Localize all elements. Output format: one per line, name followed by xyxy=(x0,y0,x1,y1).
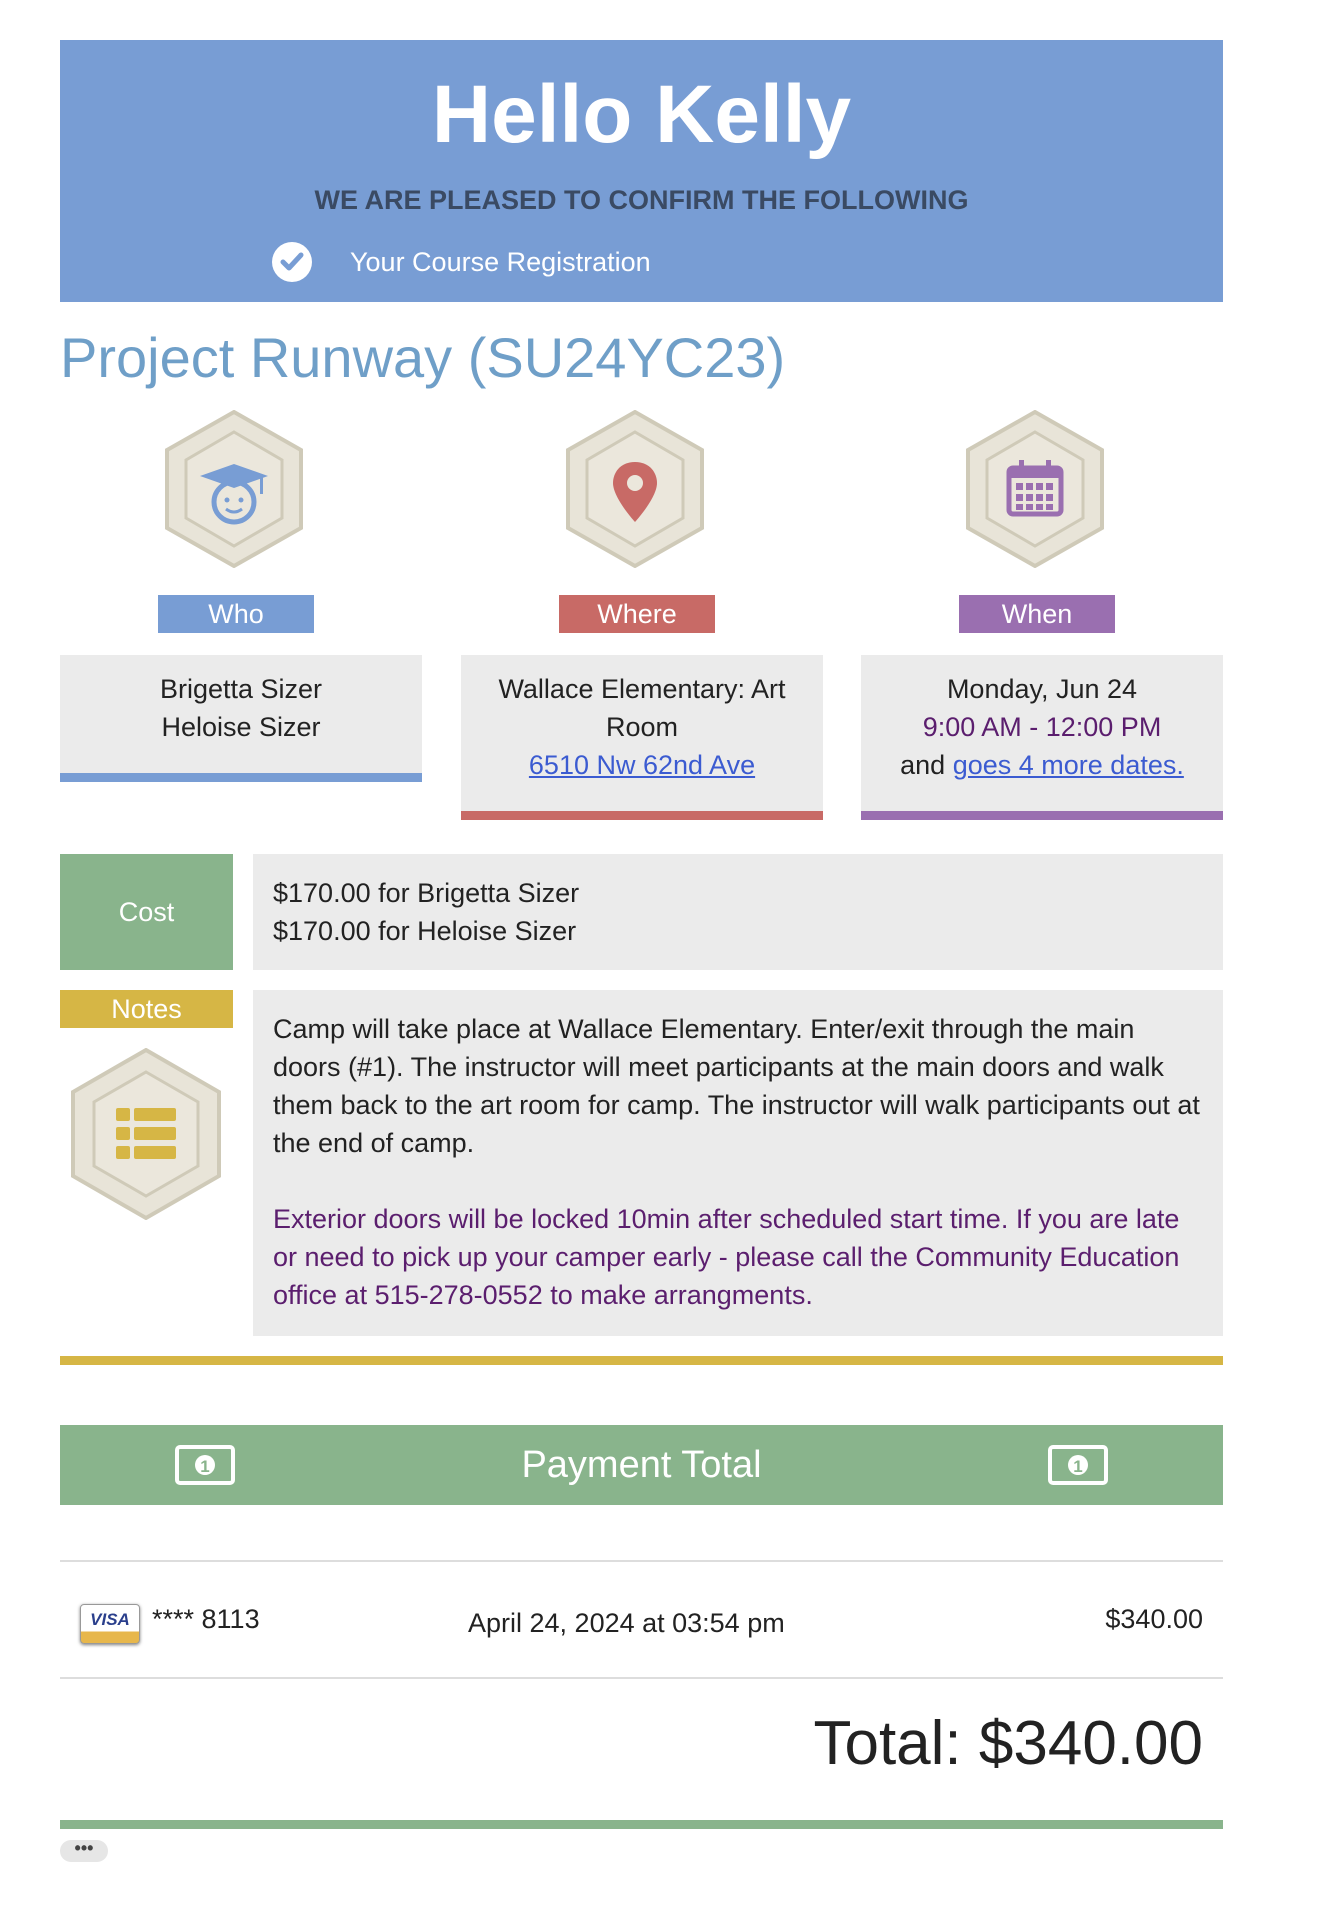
cost-label: Cost xyxy=(60,854,233,970)
where-label: Where xyxy=(559,595,715,633)
when-underline xyxy=(861,811,1223,820)
card-number: **** 8113 xyxy=(152,1604,260,1634)
where-underline xyxy=(461,811,823,820)
notes-divider xyxy=(60,1356,1223,1365)
session-date: Monday, Jun 24 xyxy=(946,674,1138,704)
cost-line: $170.00 for Brigetta Sizer xyxy=(273,878,580,908)
when-label: When xyxy=(959,595,1115,633)
student-graduation-cap-icon xyxy=(164,410,304,568)
list-icon xyxy=(70,1048,222,1220)
payment-total: Total: $340.00 xyxy=(813,1709,1203,1778)
confirmation-subtitle: WE ARE PLEASED TO CONFIRM THE FOLLOWING xyxy=(314,185,969,215)
notes-label: Notes xyxy=(60,990,233,1028)
who-label: Who xyxy=(158,595,314,633)
payment-divider xyxy=(60,1820,1223,1829)
money-bill-icon xyxy=(1048,1445,1108,1485)
session-time: 9:00 AM - 12:00 PM xyxy=(922,712,1162,742)
payment-row xyxy=(60,1600,1223,1660)
payment-divider-top xyxy=(60,1560,1223,1562)
payment-header xyxy=(60,1425,1223,1505)
payment-date: April 24, 2024 at 03:54 pm xyxy=(468,1608,785,1638)
cost-box xyxy=(253,854,1223,970)
who-underline xyxy=(60,773,422,782)
more-options-button[interactable]: ••• xyxy=(60,1840,108,1862)
cost-line: $170.00 for Heloise Sizer xyxy=(273,916,577,946)
confirmation-item xyxy=(272,242,651,282)
visa-card-icon: VISA xyxy=(80,1604,140,1644)
confirmation-item-label: Your Course Registration xyxy=(350,246,651,277)
money-bill-icon xyxy=(175,1445,235,1485)
more-dates-link[interactable]: goes 4 more dates. xyxy=(952,750,1184,780)
notes-warning: Exterior doors will be locked 10min after scheduled start time. If you are late or need to pick up your camper early - please call the Community Education office at 515-278-0552 to make arrangments. xyxy=(273,1204,1180,1310)
notes-paragraph: Camp will take place at Wallace Elementary. Enter/exit through the main doors (#1). The instructor will meet participants at the main doors and walk them back to the art room for camp. The instructor will walk participants out at the end of camp. xyxy=(273,1014,1200,1158)
address-link[interactable]: 6510 Nw 62nd Ave xyxy=(528,750,756,780)
payment-amount: $340.00 xyxy=(1105,1604,1203,1634)
when-box xyxy=(861,655,1223,811)
location-name: Wallace Elementary: Art xyxy=(498,674,786,704)
participant-name: Heloise Sizer xyxy=(161,712,321,742)
map-pin-icon xyxy=(565,410,705,568)
svg-text:1: 1 xyxy=(200,1457,210,1476)
course-title: Project Runway (SU24YC23) xyxy=(60,326,786,389)
svg-text:1: 1 xyxy=(1073,1457,1083,1476)
payment-title: Payment Total xyxy=(521,1444,762,1486)
location-room: Room xyxy=(605,712,679,742)
greeting-heading: Hello Kelly xyxy=(431,69,852,160)
where-box xyxy=(461,655,823,811)
confirmation-email xyxy=(60,40,1223,1858)
who-box xyxy=(60,655,422,773)
check-circle-icon xyxy=(272,242,312,282)
more-dates-prefix: and xyxy=(900,750,946,780)
participant-name: Brigetta Sizer xyxy=(159,674,323,704)
payment-divider-bottom xyxy=(60,1677,1223,1679)
header-banner xyxy=(60,40,1223,302)
calendar-icon xyxy=(965,410,1105,568)
notes-box xyxy=(253,990,1223,1336)
